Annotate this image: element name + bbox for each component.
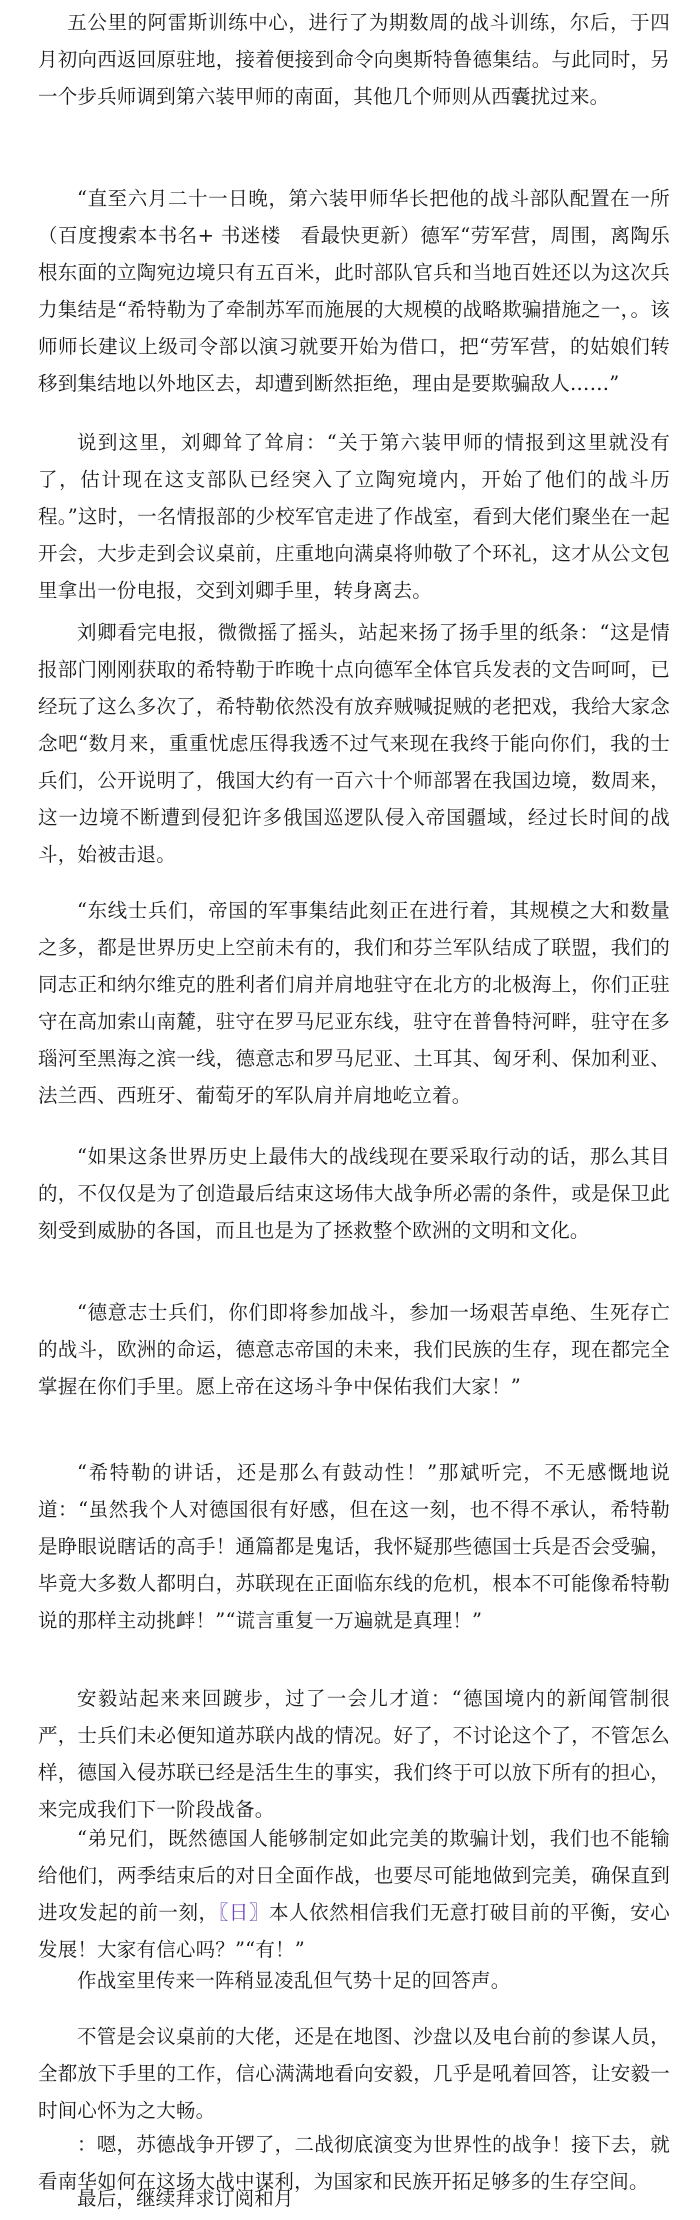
paragraph: 刘卿看完电报，微微摇了摇头，站起来扬了扬手里的纸条：“这是情报部门刚刚获取的希特勒于昨晚十点向德军全体官兵发表的文告呵呵，已经玩了这么多次了，希特勒依然没有放弃贼喊捉贼的老把戏，我给大家念念吧“数月来，重重忧虑压得我透不过气来现在我终于能向你们，我的士兵们，公开说明了，俄国大约有一百六十个师部署在我国边境，数周来，这一边境不断遭到侵犯许多俄国巡逻队侵入帝国疆域，经过长时间的战斗，始被击退。 (38, 621, 670, 866)
paragraph: 作战室里传来一阵稍显凌乱但气势十足的回答声。 (77, 1969, 511, 1992)
paragraph: “希特勒的讲话，还是那么有鼓动性！”那斌听完，不无感慨地说道：“虽然我个人对德国很有好感，但在这一刻，也不得不承认，希特勒是睁眼说瞎话的高手！通篇都是鬼话，我怀疑那些德国士兵是否会受骗，毕竟大多数人都明白，苏联现在正面临东线的危机，根本不可能像希特勒说的那样主动挑衅！”“谎言重复一万遍就是真理！” (38, 1461, 670, 1632)
paragraph: “德意志士兵们，你们即将参加战斗，参加一场艰苦卓绝、生死存亡的战斗，欧洲的命运，德意志帝国的未来，我们民族的生存，现在都完全掌握在你们手里。愿上帝在这场斗争中保佑我们大家！” (38, 1301, 670, 1398)
paragraph-text: “弟兄们，既然德国人能够制定如此完美的欺骗计划，我们也不能输给他们，两季结束后的对日全面作战，也要尽可能地做到完美，确保直到进攻发起的前一刻， (38, 1827, 670, 1924)
paragraph: “如果这条世界历史上最伟大的战线现在要采取行动的话，那么其目的，不仅仅是为了创造最后结束这场伟大战争所必需的条件，或是保卫此刻受到威胁的各国，而且也是为了拯救整个欧洲的文明和文化。 (38, 1145, 670, 1242)
paragraph: 五公里的阿雷斯训练中心，进行了为期数周的战斗训练，尔后，于四月初向西返回原驻地，接着便接到命令向奥斯特鲁德集结。与此同时，另一个步兵师调到第六装甲师的南面，其他几个师则从西囊扰过来。 (38, 11, 670, 108)
paragraph: “东线士兵们，帝国的军事集结此刻正在进行着，其规模之大和数量之多，都是世界历史上空前未有的，我们和芬兰军队结成了联盟，我们的同志正和纳尔维克的胜利者们肩并肩地驻守在北方的北极海上，你们正驻守在高加索山南麓，驻守在罗马尼亚东线，驻守在普鲁特河畔，驻守在多瑙河至黑海之滨一线，德意志和罗马尼亚、土耳其、匈牙利、保加利亚、法兰西、西班牙、葡萄牙的军队肩并肩地屹立着。 (38, 899, 670, 1107)
paragraph: 最后，继续拜求订阅和月 (77, 2187, 294, 2210)
paragraph: ：嗯，苏德战争开锣了，二战彻底演变为世界性的战争！接下去，就看南华如何在这场大战中谋利，为国家和民族开拓足够多的生存空间。 (38, 2133, 670, 2193)
paragraph: 安毅站起来来回踱步，过了一会儿才道：“德国境内的新闻管制很严，士兵们未必便知道苏联内战的情况。好了，不讨论这个了，不管怎么样，德国入侵苏联已经是活生生的事实，我们终于可以放下所有的担心，来完成我们下一阶段战备。 (38, 1687, 670, 1821)
paragraph: “直至六月二十一日晚，第六装甲师华长把他的战斗部队配置在一所（百度搜索本书名+ 书迷楼 看最快更新）德军“劳军营，周围，离陶乐根东面的立陶宛边境只有五百米，此时部队官兵和当地百姓还以为这次兵力集结是“希特勒为了牵制苏军而施展的大规模的战略欺骗措施之一，。该师师长建议上级司令部以演习就要开始为借口，把“劳军营，的姑娘们转移到集结地以外地区去，却遭到断然拒绝，理由是要欺骗敌人……” (38, 187, 670, 395)
paragraph (38, 1820, 670, 1968)
highlighted-marker: 〖日〗 (218, 1901, 270, 1924)
paragraph: 说到这里，刘卿耸了耸肩：“关于第六装甲师的情报到这里就没有了，估计现在这支部队已经突入了立陶宛境内，开始了他们的战斗历程。”这时，一名情报部的少校军官走进了作战室，看到大佬们聚坐在一起开会，大步走到会议桌前，庄重地向满桌将帅敬了个环礼，这才从公文包里拿出一份电报，交到刘卿手里，转身离去。 (38, 431, 670, 602)
paragraph: 不管是会议桌前的大佬，还是在地图、沙盘以及电台前的参谋人员，全都放下手里的工作，信心满满地看向安毅，几乎是吼着回答，让安毅一时间心怀为之大畅。 (38, 2025, 670, 2122)
paragraph-text-continued: 本人依然相信我们无意打破目前的平衡，安心发展！大家有信心吗？”“有！” (38, 1901, 670, 1961)
